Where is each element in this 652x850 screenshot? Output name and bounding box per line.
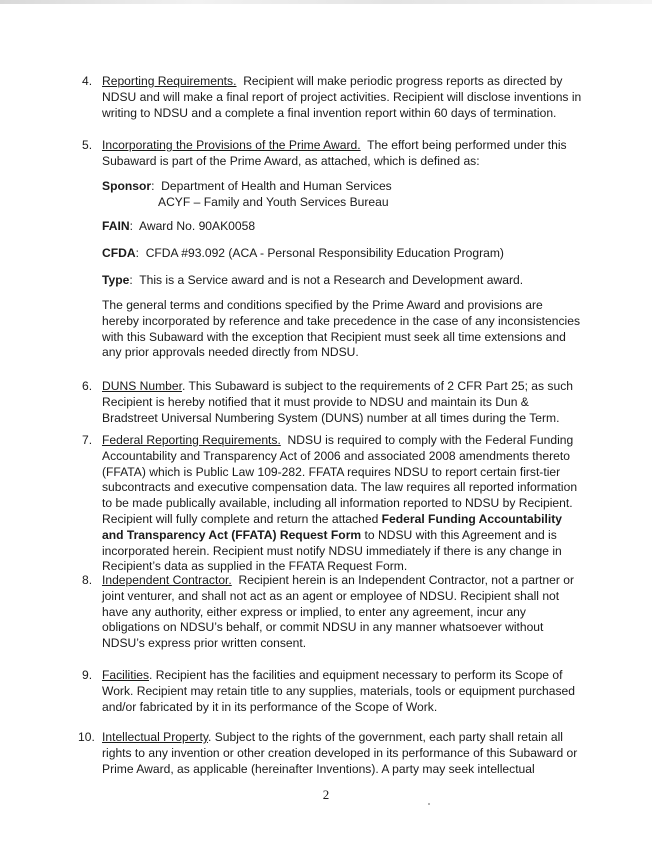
- section-heading: Facilities: [102, 668, 150, 682]
- type-value: This is a Service award and is not a Research and Development award.: [139, 273, 524, 287]
- general-terms-paragraph: [102, 298, 582, 361]
- section-body: . Subject to the rights of the government, each party shall retain all rights to any invention or other creation developed in its performance of this Subaward or Prime Award, as applicable (hereinafter Inventions). A party may seek intellectual: [102, 730, 578, 776]
- section-text: [102, 668, 582, 715]
- section-heading: Federal Reporting Requirements.: [102, 433, 281, 447]
- section-heading: Intellectual Property: [102, 730, 208, 744]
- section-number: 10.: [78, 730, 95, 744]
- section-number: 6.: [82, 379, 93, 393]
- section-body-part-2: to NDSU with this Agreement and is incorporated herein. Recipient must notify NDSU immediately if there is any change in Recipient’s data as supplied in the FFATA Request Form.: [102, 527, 562, 574]
- section-number: 9.: [82, 668, 93, 682]
- fain-label: FAIN: [102, 219, 130, 233]
- page-number: 2: [322, 787, 330, 802]
- section-heading: Independent Contractor.: [102, 573, 232, 587]
- section-text: [102, 138, 582, 170]
- cfda-value: CFDA #93.092 (ACA - Personal Responsibility Education Program): [145, 246, 504, 260]
- sponsor-line-1: Department of Health and Human Services: [161, 179, 392, 193]
- section-text: [102, 379, 582, 426]
- section-body: Recipient will make periodic progress reports as directed by NDSU and will make a final report of project activities. Recipient will disclose inventions in writing to NDSU and a complete a final invention report within 60 days of termination.: [102, 74, 582, 120]
- cfda-field: CFDA: CFDA #93.092 (ACA - Personal Responsibility Education Program): [102, 246, 504, 260]
- section-heading: Reporting Requirements.: [102, 74, 237, 88]
- section-text: [102, 433, 582, 575]
- sponsor-label: Sponsor: [102, 179, 152, 193]
- section-heading: DUNS Number: [102, 379, 182, 393]
- cfda-label: CFDA: [102, 246, 136, 260]
- section-text: [102, 730, 582, 777]
- section-text: [102, 573, 582, 652]
- section-heading: Incorporating the Provisions of the Prime Award.: [102, 138, 361, 152]
- sponsor-field: Sponsor: Department of Health and Human Services ACYF – Family and Youth Services Bureau: [102, 179, 392, 209]
- fain-field: FAIN: Award No. 90AK0058: [102, 219, 256, 233]
- type-field: Type: This is a Service award and is not a Research and Development award.: [102, 273, 524, 287]
- fain-value: Award No. 90AK0058: [138, 219, 256, 233]
- sponsor-line-2: ACYF – Family and Youth Services Bureau: [158, 194, 389, 209]
- section-body: Recipient herein is an Independent Contractor, not a partner or joint venturer, and shall not act as an agent or employee of NDSU. Recipient shall not have any authority, either express or implied, to enter any agreement, incur any obligations on NDSU’s behalf, or commit NDSU in any manner whatsoever without NDSU’s express prior written consent.: [102, 573, 574, 651]
- section-body: . This Subaward is subject to the requirements of 2 CFR Part 25; as such Recipient is hereby notified that it must provide to NDSU and maintain its Dun & Bradstreet Universal Numbering System (DUNS) number at all times during the Term.: [102, 379, 573, 425]
- section-body: . Recipient has the facilities and equipment necessary to perform its Scope of Work. Recipient may retain title to any supplies, materials, tools or equipment purchased and/or fabricated by it in its performance of the Scope of Work.: [102, 668, 576, 714]
- type-label: Type: [102, 273, 130, 287]
- section-body-part-1: NDSU is required to comply with the Federal Funding Accountability and Transparency Act of 2006 and associated 2008 amendments thereto (FFATA) which is Public Law 109-282. FFATA requires NDSU to report certain first-tier subcontracts and executive compensation data. The law requires all reported information to be made publically available, including all information reported to NDSU by Recipient. Recipient will fully complete and return the attached: [102, 433, 578, 526]
- section-number: 8.: [82, 573, 93, 587]
- section-number: 7.: [82, 433, 93, 447]
- ffata-form-name: Federal Funding Accountability and Transparency Act (FFATA) Request Form: [102, 511, 562, 542]
- section-number: 4.: [82, 74, 93, 88]
- scan-speck: [428, 803, 430, 805]
- general-terms-text: The general terms and conditions specified by the Prime Award and provisions are hereby incorporated by reference and take precedence in the case of any inconsistencies with this Subaward with the exception that Recipient must seek all time extensions and any prior approvals needed directly from NDSU.: [102, 298, 580, 360]
- section-text: [102, 74, 582, 121]
- section-body: The effort being performed under this Subaward is part of the Prime Award, as attached, which is defined as:: [102, 138, 567, 168]
- section-number: 5.: [82, 138, 93, 152]
